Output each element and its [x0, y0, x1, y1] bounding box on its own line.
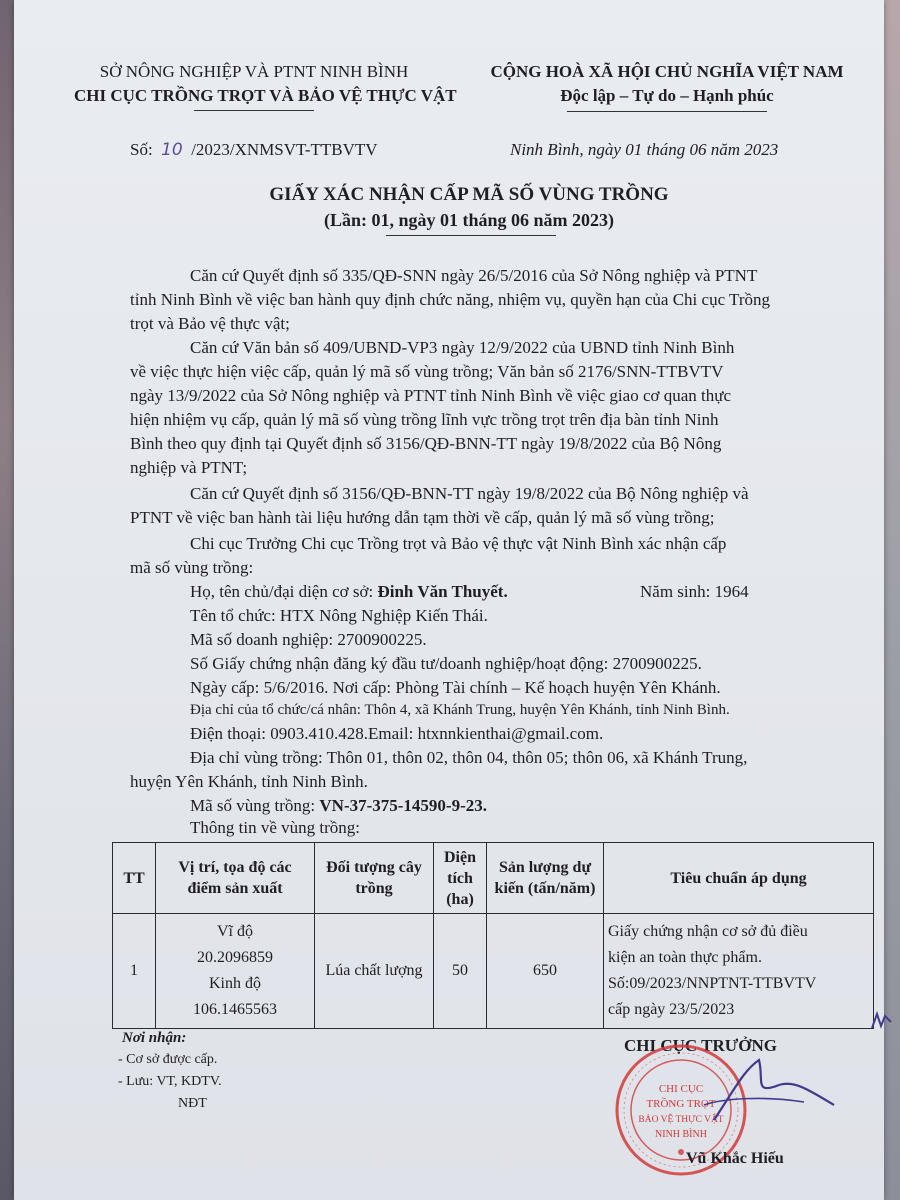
- legal-basis-line: Căn cứ Văn bản số 409/UBND-VP3 ngày 12/9/2022 của UBND tỉnh Ninh Bình: [190, 338, 735, 357]
- tax-code: Mã số doanh nghiệp: 2700900225.: [190, 630, 427, 649]
- legal-basis-line: nghiệp và PTNT;: [130, 458, 248, 477]
- column-header: TT: [113, 843, 156, 914]
- longitude-value: 106.1465563: [193, 1001, 277, 1018]
- table-row: [113, 914, 874, 1029]
- column-header: Tiêu chuẩn áp dụng: [604, 843, 874, 914]
- column-header: Đối tượng cây trồng: [315, 843, 434, 914]
- recipient-item: NĐT: [178, 1096, 207, 1111]
- confirmation-line: mã số vùng trồng:: [130, 558, 254, 577]
- area-cell: 50: [434, 914, 487, 1029]
- seal-text: CHI CỤC: [658, 1083, 704, 1095]
- number-suffix: /2023/XNMSVT-TTBVTV: [191, 140, 378, 159]
- recipient-item: - Lưu: VT, KDTV.: [118, 1074, 222, 1089]
- column-header: Diện tích (ha): [434, 843, 487, 914]
- place-date: Ninh Bình, ngày 01 tháng 06 năm 2023: [510, 140, 779, 159]
- legal-basis-line: Bình theo quy định tại Quyết định số 3156/QĐ-BNN-TT ngày 19/8/2022 của Bộ Nông: [130, 434, 722, 453]
- row-number: 1: [113, 914, 156, 1029]
- growing-area-code-line: [190, 796, 487, 816]
- motto-underline: [567, 111, 767, 112]
- signature: [684, 1050, 844, 1130]
- number-prefix: Số:: [130, 140, 153, 159]
- title-underline: [386, 235, 556, 236]
- legal-basis-line: hiện nhiệm vụ cấp, quản lý mã số vùng trồng lĩnh vực trồng trọt trên địa bàn tỉnh Ninh: [130, 410, 719, 429]
- standard-line: Giấy chứng nhận cơ sở đủ điều: [608, 923, 808, 940]
- legal-basis-line: ngày 13/9/2022 của Sở Nông nghiệp và PTNT tỉnh Ninh Bình về việc giao cơ quan thực: [130, 386, 732, 405]
- issuing-department: SỞ NÔNG NGHIỆP VÀ PTNT NINH BÌNH: [99, 62, 409, 81]
- latitude-label: Vĩ độ: [217, 923, 253, 940]
- location-cell: [156, 914, 315, 1029]
- signer-title: CHI CỤC TRƯỞNG: [624, 1036, 778, 1055]
- confirmation-line: Chi cục Trưởng Chi cục Trồng trọt và Bảo vệ thực vật Ninh Bình xác nhận cấp: [190, 534, 727, 553]
- document-subtitle: (Lần: 01, ngày 01 tháng 06 năm 2023): [323, 210, 615, 230]
- legal-basis-line: trọt và Bảo vệ thực vật;: [130, 314, 290, 333]
- recipient-item: - Cơ sở được cấp.: [118, 1052, 218, 1067]
- owner-name: Đinh Văn Thuyết.: [377, 582, 508, 601]
- growing-area-address: huyện Yên Khánh, tỉnh Ninh Bình.: [130, 772, 368, 791]
- standard-line: cấp ngày 23/5/2023: [608, 1001, 735, 1018]
- crop-cell: Lúa chất lượng: [315, 914, 434, 1029]
- nation-title: CỘNG HOÀ XÃ HỘI CHỦ NGHĨA VIỆT NAM: [490, 62, 844, 81]
- area-code-label: Mã số vùng trồng:: [190, 796, 316, 815]
- document-number: [130, 140, 378, 160]
- organization-address: Địa chỉ của tổ chức/cá nhân: Thôn 4, xã Khánh Trung, huyện Yên Khánh, tỉnh Ninh Bình.: [190, 702, 730, 718]
- document-title: GIẤY XÁC NHẬN CẤP MÃ SỐ VÙNG TRỒNG: [269, 184, 669, 205]
- recipients-title: Nơi nhận:: [122, 1030, 187, 1046]
- contact-info: Điện thoại: 0903.410.428.Email: htxnnkienthai@gmail.com.: [190, 724, 604, 743]
- signer-name: Vũ Khắc Hiếu: [686, 1150, 784, 1167]
- seal-text: TRỒNG TRỌT: [646, 1098, 716, 1110]
- initials-mark: [869, 1008, 897, 1036]
- document-page: [14, 0, 884, 1200]
- seal-text: NINH BÌNH: [655, 1129, 707, 1140]
- growing-area-info-label: Thông tin về vùng trồng:: [190, 818, 360, 837]
- organization-name: Tên tổ chức: HTX Nông Nghiệp Kiến Thái.: [190, 606, 488, 625]
- table-header-row: [113, 843, 874, 914]
- owner-label: Họ, tên chủ/đại diện cơ sở:: [190, 582, 374, 601]
- birth-year: Năm sinh: 1964: [640, 582, 749, 601]
- handwritten-number: 10: [161, 140, 183, 160]
- issuing-agency: CHI CỤC TRỒNG TRỌT VÀ BẢO VỆ THỰC VẬT: [74, 86, 457, 105]
- growing-area-table: [112, 842, 874, 1029]
- legal-basis-line: PTNT về việc ban hành tài liệu hướng dẫn tạm thời về cấp, quản lý mã số vùng trồng;: [130, 508, 715, 527]
- area-code: VN-37-375-14590-9-23.: [319, 796, 487, 815]
- standard-line: Số:09/2023/NNPTNT-TTBVTV: [608, 975, 817, 992]
- standard-cell: [604, 914, 874, 1029]
- column-header: Vị trí, tọa độ các điểm sản xuất: [156, 843, 315, 914]
- yield-cell: 650: [487, 914, 604, 1029]
- issue-info: Ngày cấp: 5/6/2016. Nơi cấp: Phòng Tài chính – Kế hoạch huyện Yên Khánh.: [190, 678, 721, 697]
- registration-certificate: Số Giấy chứng nhận đăng ký đầu tư/doanh nghiệp/hoạt động: 2700900225.: [190, 654, 702, 673]
- legal-basis-line: tỉnh Ninh Bình về việc ban hành quy định chức năng, nhiệm vụ, quyền hạn của Chi cục Trồng: [130, 290, 770, 309]
- column-header: Sản lượng dự kiến (tấn/năm): [487, 843, 604, 914]
- agency-underline: [194, 110, 314, 111]
- legal-basis-line: Căn cứ Quyết định số 3156/QĐ-BNN-TT ngày 19/8/2022 của Bộ Nông nghiệp và: [190, 484, 749, 503]
- legal-basis-line: Căn cứ Quyết định số 335/QĐ-SNN ngày 26/5/2016 của Sở Nông nghiệp và PTNT: [190, 266, 758, 285]
- seal-text: BẢO VỆ THỰC VẬT: [638, 1115, 724, 1125]
- growing-area-address: Địa chỉ vùng trồng: Thôn 01, thôn 02, thôn 04, thôn 05; thôn 06, xã Khánh Trung,: [190, 748, 748, 767]
- longitude-label: Kinh độ: [209, 975, 261, 992]
- nation-motto: Độc lập – Tự do – Hạnh phúc: [560, 86, 774, 105]
- latitude-value: 20.2096859: [197, 949, 273, 966]
- owner-line: [190, 582, 508, 602]
- standard-line: kiện an toàn thực phẩm.: [608, 949, 762, 966]
- legal-basis-line: về việc thực hiện việc cấp, quản lý mã số vùng trồng; Văn bản số 2176/SNN-TTBVTV: [130, 362, 724, 381]
